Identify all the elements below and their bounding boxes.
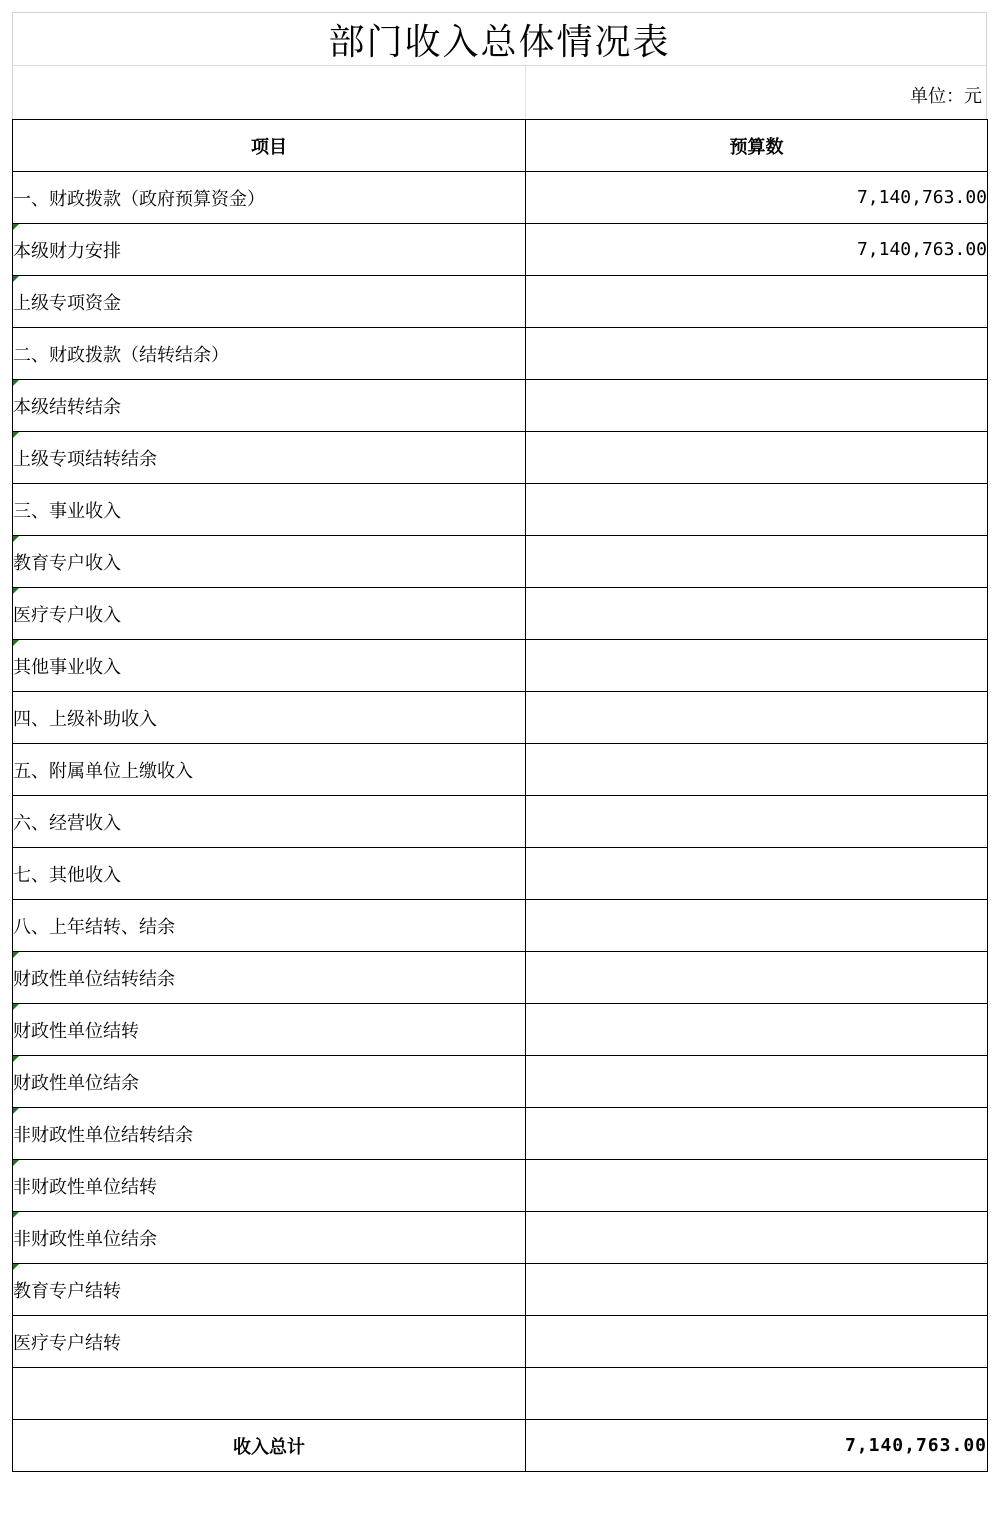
- row-label-text: 医疗专户收入: [13, 604, 121, 626]
- row-value[interactable]: [526, 1056, 988, 1108]
- table-row: [13, 1004, 988, 1056]
- total-row: [13, 1420, 988, 1472]
- page-title: 部门收入总体情况表: [328, 21, 671, 63]
- text-format-flag-icon: [13, 1056, 19, 1062]
- row-value[interactable]: [526, 1160, 988, 1212]
- table-row: [13, 900, 988, 952]
- text-format-flag-icon: [13, 1160, 19, 1166]
- total-value[interactable]: 7,140,763.00: [526, 1420, 988, 1472]
- table-row: [13, 1056, 988, 1108]
- table-row: [13, 588, 988, 640]
- row-value[interactable]: [526, 692, 988, 744]
- table-row: [13, 224, 988, 276]
- text-format-flag-icon: [13, 640, 19, 646]
- row-value[interactable]: [526, 1316, 988, 1368]
- row-label-text: 财政性单位结转结余: [13, 968, 175, 990]
- row-label[interactable]: 三、事业收入: [13, 484, 526, 536]
- row-label-text: 上级专项结转结余: [13, 448, 157, 470]
- row-label-text: 其他事业收入: [13, 656, 121, 678]
- row-value[interactable]: [526, 744, 988, 796]
- header-item[interactable]: 项目: [13, 120, 526, 172]
- header-budget[interactable]: 预算数: [526, 120, 988, 172]
- row-label[interactable]: [13, 588, 526, 640]
- row-value[interactable]: [526, 848, 988, 900]
- text-format-flag-icon: [13, 1004, 19, 1010]
- header-row: [13, 120, 988, 172]
- row-label-text: 教育专户收入: [13, 552, 121, 574]
- row-label[interactable]: [13, 276, 526, 328]
- table-row: [13, 380, 988, 432]
- row-label[interactable]: 二、财政拨款（结转结余）: [13, 328, 526, 380]
- text-format-flag-icon: [13, 1108, 19, 1114]
- text-format-flag-icon: [13, 952, 19, 958]
- text-format-flag-icon: [13, 380, 19, 386]
- row-value[interactable]: [526, 952, 988, 1004]
- income-table: [12, 119, 988, 1472]
- table-row: [13, 1264, 988, 1316]
- text-format-flag-icon: [13, 536, 19, 542]
- unit-label: 单位：元: [910, 86, 982, 107]
- row-value[interactable]: [526, 484, 988, 536]
- unit-row-divider: [525, 66, 526, 120]
- row-value[interactable]: [526, 276, 988, 328]
- text-format-flag-icon: [13, 224, 19, 230]
- table-row: [13, 172, 988, 224]
- row-label[interactable]: [13, 1212, 526, 1264]
- row-label[interactable]: [13, 1004, 526, 1056]
- row-label-text: 本级财力安排: [13, 240, 121, 262]
- row-label[interactable]: 医疗专户结转: [13, 1316, 526, 1368]
- row-value[interactable]: [526, 588, 988, 640]
- row-label[interactable]: [13, 432, 526, 484]
- table-row: [13, 276, 988, 328]
- table-row: [13, 692, 988, 744]
- row-value[interactable]: [526, 1212, 988, 1264]
- row-label[interactable]: 七、其他收入: [13, 848, 526, 900]
- table-row: [13, 328, 988, 380]
- row-label[interactable]: [13, 1160, 526, 1212]
- row-value[interactable]: [526, 1264, 988, 1316]
- row-value[interactable]: [526, 432, 988, 484]
- row-label-text: 非财政性单位结转: [13, 1176, 157, 1198]
- row-label[interactable]: [13, 1368, 526, 1420]
- row-label[interactable]: 一、财政拨款（政府预算资金）: [13, 172, 526, 224]
- row-label-text: 本级结转结余: [13, 396, 121, 418]
- row-label-text: 财政性单位结余: [13, 1072, 139, 1094]
- table-row: [13, 1212, 988, 1264]
- row-label[interactable]: [13, 640, 526, 692]
- row-label[interactable]: 八、上年结转、结余: [13, 900, 526, 952]
- row-label[interactable]: [13, 224, 526, 276]
- row-value[interactable]: [526, 1108, 988, 1160]
- table-row: [13, 536, 988, 588]
- row-value[interactable]: [526, 380, 988, 432]
- text-format-flag-icon: [13, 1212, 19, 1218]
- title-cell: [12, 12, 987, 66]
- table-row: [13, 1368, 988, 1420]
- text-format-flag-icon: [13, 588, 19, 594]
- row-label-text: 非财政性单位结转结余: [13, 1124, 193, 1146]
- table-row: [13, 796, 988, 848]
- unit-row: [12, 66, 987, 120]
- table-row: [13, 952, 988, 1004]
- row-value[interactable]: 7,140,763.00: [526, 172, 988, 224]
- text-format-flag-icon: [13, 432, 19, 438]
- row-label[interactable]: 四、上级补助收入: [13, 692, 526, 744]
- table-row: [13, 640, 988, 692]
- text-format-flag-icon: [13, 1264, 19, 1270]
- row-label[interactable]: 五、附属单位上缴收入: [13, 744, 526, 796]
- row-label[interactable]: [13, 536, 526, 588]
- row-value[interactable]: 7,140,763.00: [526, 224, 988, 276]
- row-value[interactable]: [526, 1004, 988, 1056]
- row-value[interactable]: [526, 1368, 988, 1420]
- row-label-text: 财政性单位结转: [13, 1020, 139, 1042]
- row-label[interactable]: 六、经营收入: [13, 796, 526, 848]
- row-label-text: 非财政性单位结余: [13, 1228, 157, 1250]
- row-value[interactable]: [526, 328, 988, 380]
- row-label[interactable]: [13, 1108, 526, 1160]
- row-label-text: 上级专项资金: [13, 292, 121, 314]
- table-row: [13, 1160, 988, 1212]
- table-row: [13, 848, 988, 900]
- row-label[interactable]: [13, 1056, 526, 1108]
- row-label[interactable]: [13, 380, 526, 432]
- row-value[interactable]: [526, 536, 988, 588]
- table-row: [13, 484, 988, 536]
- table-row: [13, 1316, 988, 1368]
- row-label[interactable]: [13, 952, 526, 1004]
- row-value[interactable]: [526, 796, 988, 848]
- row-label[interactable]: [13, 1264, 526, 1316]
- row-value[interactable]: [526, 900, 988, 952]
- table-row: [13, 1108, 988, 1160]
- row-value[interactable]: [526, 640, 988, 692]
- row-label-text: 教育专户结转: [13, 1280, 121, 1302]
- total-label[interactable]: 收入总计: [13, 1420, 526, 1472]
- table-row: [13, 432, 988, 484]
- text-format-flag-icon: [13, 276, 19, 282]
- table-row: [13, 744, 988, 796]
